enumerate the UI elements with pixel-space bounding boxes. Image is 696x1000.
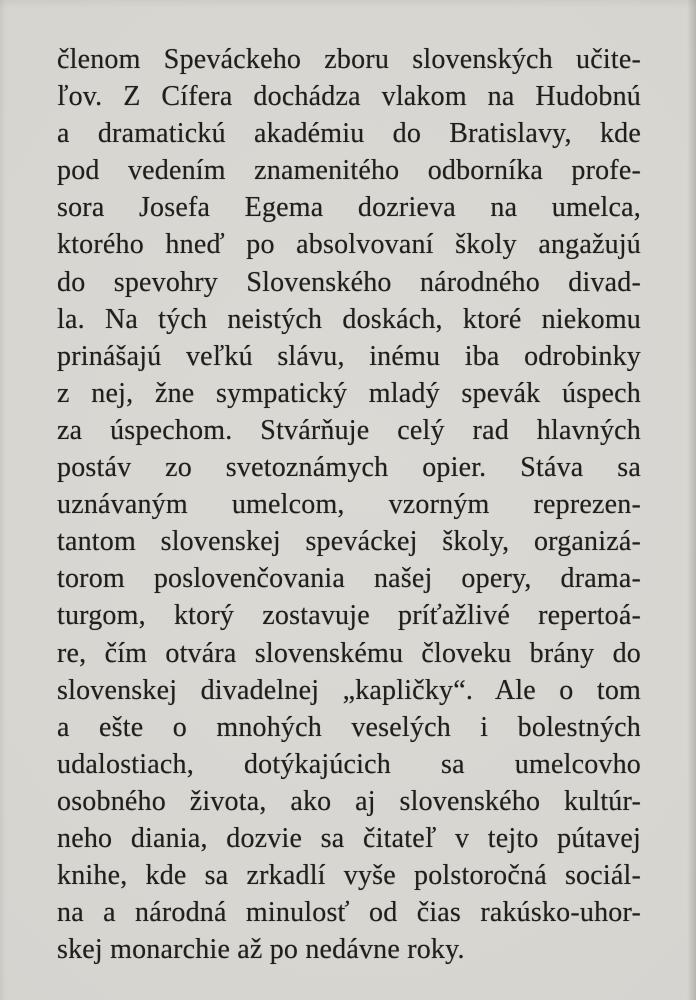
text-line: sora Josefa Egema dozrieva na umelca, <box>57 192 641 224</box>
text-line: neho diania, dozvie sa čitateľ v tejto pútavej <box>57 822 641 854</box>
text-line: slovenskej divadelnej „kapličky“. Ale o tom <box>57 674 641 706</box>
text-line: a dramatickú akadémiu do Bratislavy, kde <box>57 118 641 150</box>
text-line: la. Na tých neistých doskách, ktoré niekomu <box>57 303 641 335</box>
text-line: členom Speváckeho zboru slovenských učite- <box>57 44 641 75</box>
text-line: a ešte o mnohých veselých i bolestných <box>57 711 641 743</box>
text-line: knihe, kde sa zrkadlí vyše polstoročná sociál- <box>57 860 641 892</box>
text-line: uznávaným umelcom, vzorným reprezen- <box>57 489 641 521</box>
text-line: postáv zo svetoznámych opier. Stáva sa <box>57 452 641 484</box>
text-line: re, čím otvára slovenskému človeku brány do <box>57 637 641 669</box>
text-line: ktorého hneď po absolvovaní školy angažujú <box>57 229 641 261</box>
text-line: prinášajú veľkú slávu, inému iba odrobinky <box>57 340 641 372</box>
text-line: skej monarchie až po nedávne roky. <box>57 934 465 966</box>
text-line: torom poslovenčovania našej opery, drama- <box>57 563 641 595</box>
text-line: osobného života, ako aj slovenského kultúr- <box>57 785 641 817</box>
text-line: na a národná minulosť od čias rakúsko-uhor- <box>57 897 641 929</box>
text-line: do spevohry Slovenského národného divad- <box>57 266 641 298</box>
text-line: za úspechom. Stvárňuje celý rad hlavných <box>57 414 641 446</box>
text-line: pod vedením znamenitého odborníka profe- <box>57 155 641 187</box>
text-line: ľov. Z Cífera dochádza vlakom na Hudobnú <box>57 81 641 113</box>
text-line: turgom, ktorý zostavuje príťažlivé repertoá- <box>57 600 641 632</box>
text-line: tantom slovenskej speváckej školy, organizá- <box>57 526 641 558</box>
text-block <box>57 41 641 968</box>
text-line: z nej, žne sympatický mladý spevák úspech <box>57 377 641 409</box>
text-line: udalostiach, dotýkajúcich sa umelcovho <box>57 748 641 780</box>
